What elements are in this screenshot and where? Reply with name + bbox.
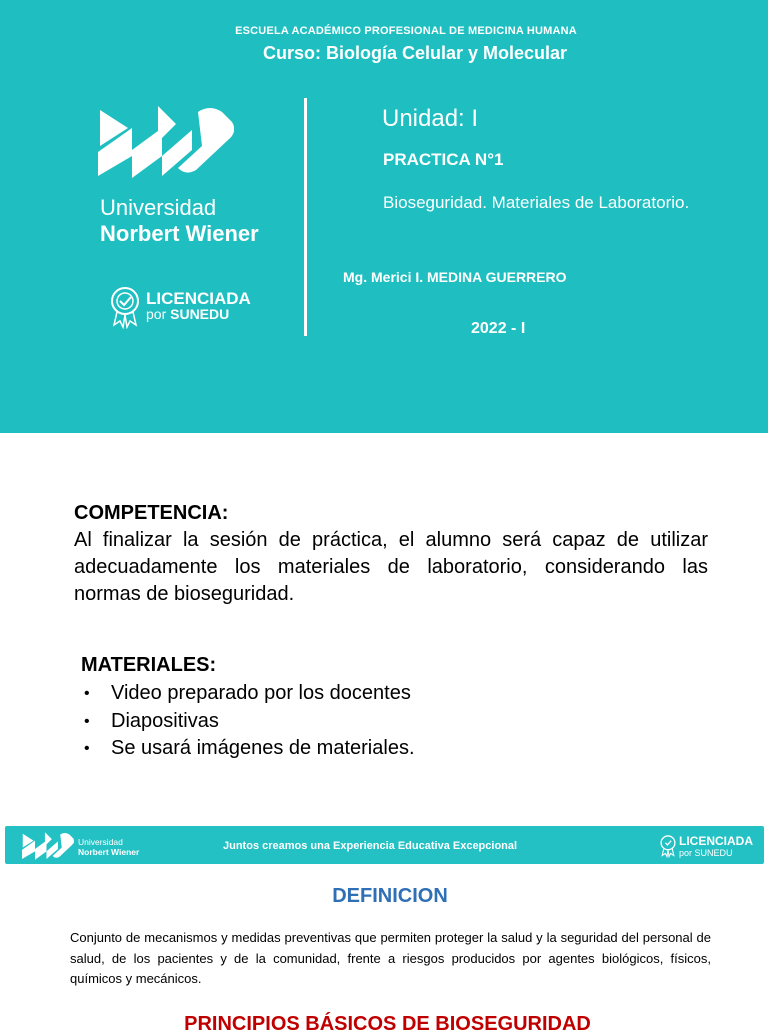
license-label: LICENCIADA <box>146 289 251 308</box>
list-item <box>81 680 415 708</box>
teacher-name: Mg. Merici I. MEDINA GUERRERO <box>343 269 567 285</box>
practice-topic: Bioseguridad. Materiales de Laboratorio. <box>383 193 690 212</box>
header-band-bar <box>5 826 764 864</box>
principles-title: PRINCIPIOS BÁSICOS DE BIOSEGURIDAD <box>184 1013 591 1035</box>
material-text: Diapositivas <box>111 709 219 732</box>
university-name-line1: Universidad <box>100 195 217 220</box>
band-license-label: LICENCIADA <box>679 834 753 848</box>
material-text: Video preparado por los docentes <box>111 682 411 704</box>
band-university-line2: Norbert Wiener <box>78 847 140 857</box>
school-name: ESCUELA ACADÉMICO PROFESIONAL DE MEDICINA HUMANA <box>235 25 577 37</box>
list-item <box>81 735 415 763</box>
bullet: • <box>84 740 90 757</box>
band-slogan: Juntos creamos una Experiencia Educativa Excepcional <box>223 840 518 852</box>
bullet: • <box>84 712 90 730</box>
license-badge-icon <box>659 833 677 859</box>
list-item <box>81 708 415 736</box>
academic-period: 2022 - I <box>471 320 526 337</box>
university-logo-icon <box>22 832 74 860</box>
university-logo-icon <box>98 106 234 178</box>
definition-title: DEFINICION <box>332 885 448 907</box>
materials-heading: MATERIALES: <box>81 654 217 676</box>
competence-heading: COMPETENCIA: <box>74 502 229 524</box>
practice-number: PRACTICA N°1 <box>383 150 504 169</box>
title-slide <box>0 0 768 433</box>
band-university-line1: Universidad <box>78 837 123 847</box>
header-band <box>0 820 768 868</box>
competence-text: Al finalizar la sesión de práctica, el alumno será capaz de utilizar adecuadamente los materiales de laboratorio, considerando las normas de bioseguridad. <box>74 529 708 605</box>
band-license-sub: por SUNEDU <box>679 848 733 858</box>
course-title: Curso: Biología Celular y Molecular <box>262 43 568 63</box>
unit-label: Unidad: I <box>382 105 479 132</box>
definition-text: Conjunto de mecanismos y medidas preventivas que permiten proteger la salud y la seguridad del personal de salud, de los pacientes y de la comunidad, frente a riesgos producidos por agentes biológicos, físicos, químicos y mecánicos. <box>70 930 711 986</box>
license-badge-icon <box>108 285 142 329</box>
vertical-divider <box>304 98 307 336</box>
university-name-line2: Norbert Wiener <box>100 221 259 246</box>
materials-list <box>81 680 415 763</box>
bullet: • <box>84 685 90 702</box>
competence-slide <box>0 433 768 818</box>
material-text: Se usará imágenes de materiales. <box>111 737 415 759</box>
license-sub: por SUNEDU <box>146 306 230 322</box>
